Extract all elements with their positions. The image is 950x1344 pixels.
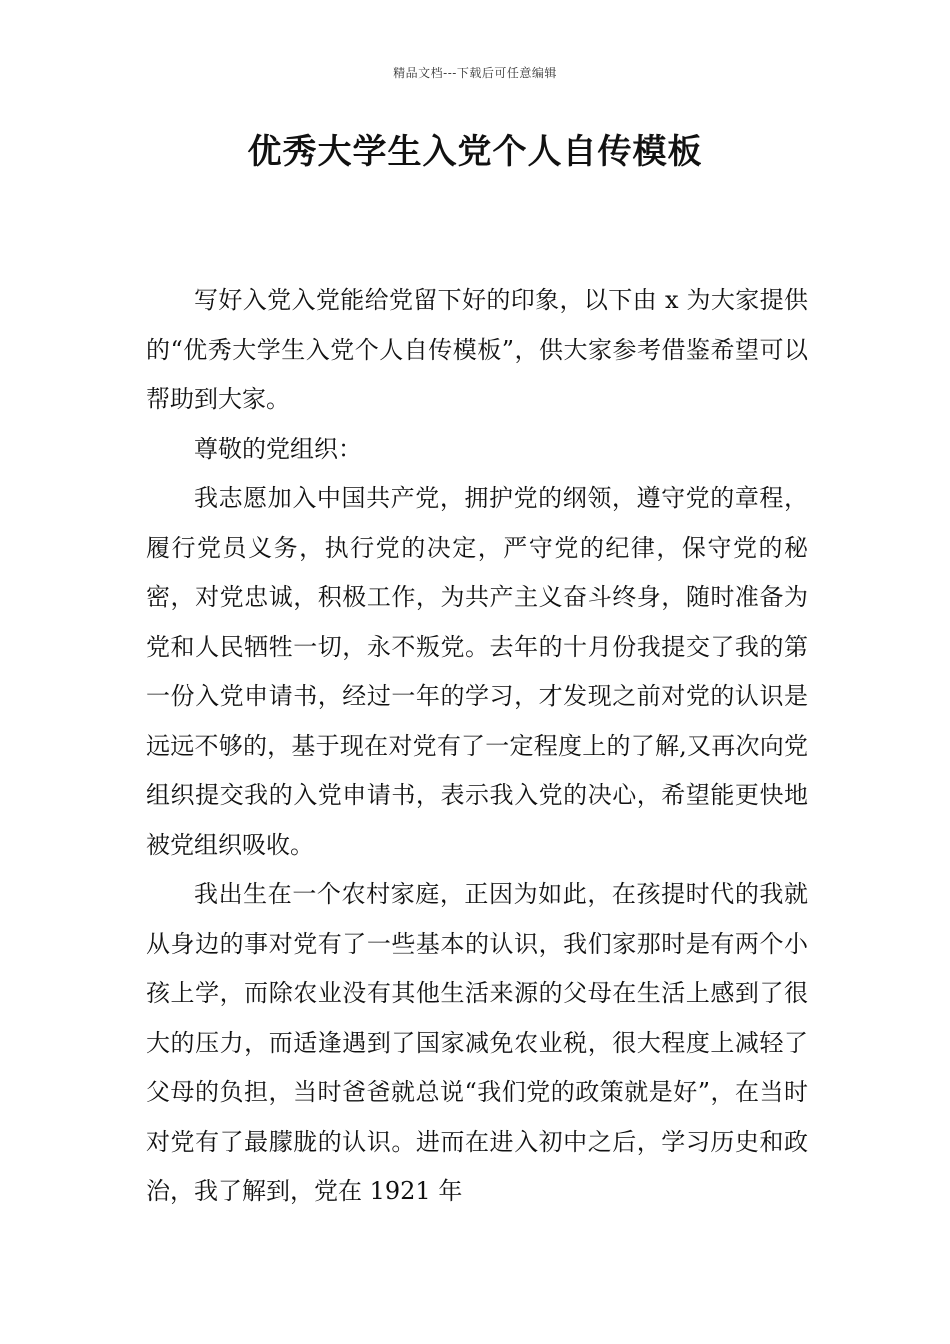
paragraph-salutation: 尊敬的党组织： (194, 434, 362, 463)
paragraph-pledge: 我志愿加入中国共产党，拥护党的纲领，遵守党的章程，履行党员义务，执行党的决定，严守党的纪律，保守党的秘密，对党忠诚，积极工作，为共产主义奋斗终身，随时准备为党和人民牺牲一切，永不叛党。去年的十月份我提交了我的第一份入党申请书，经过一年的学习，才发现之前对党的认识是远远不够的，基于现在对党有了一定程度上的了解,又再次向党组织提交我的入党申请书，表示我入党的决心，希望能更快地被党组织吸收。 (146, 484, 808, 859)
document-body (146, 276, 808, 1217)
paragraph-background: 我出生在一个农村家庭，正因为如此，在孩提时代的我就从身边的事对党有了一些基本的认识，我们家那时是有两个小孩上学，而除农业没有其他生活来源的父母在生活上感到了很大的压力，而适逢遇到了国家减免农业税，很大程度上减轻了父母的负担，当时爸爸就总说“我们党的政策就是好”，在当时对党有了最朦胧的认识。进而在进入初中之后，学习历史和政治，我了解到，党在 1921 年 (146, 880, 808, 1205)
header-note: 精品文档---下载后可任意编辑 (393, 66, 557, 80)
document-title: 优秀大学生入党个人自传模板 (247, 132, 703, 172)
paragraph-intro: 写好入党入党能给党留下好的印象，以下由 x 为大家提供的“优秀大学生入党个人自传模板”，供大家参考借鉴希望可以帮助到大家。 (146, 286, 808, 413)
